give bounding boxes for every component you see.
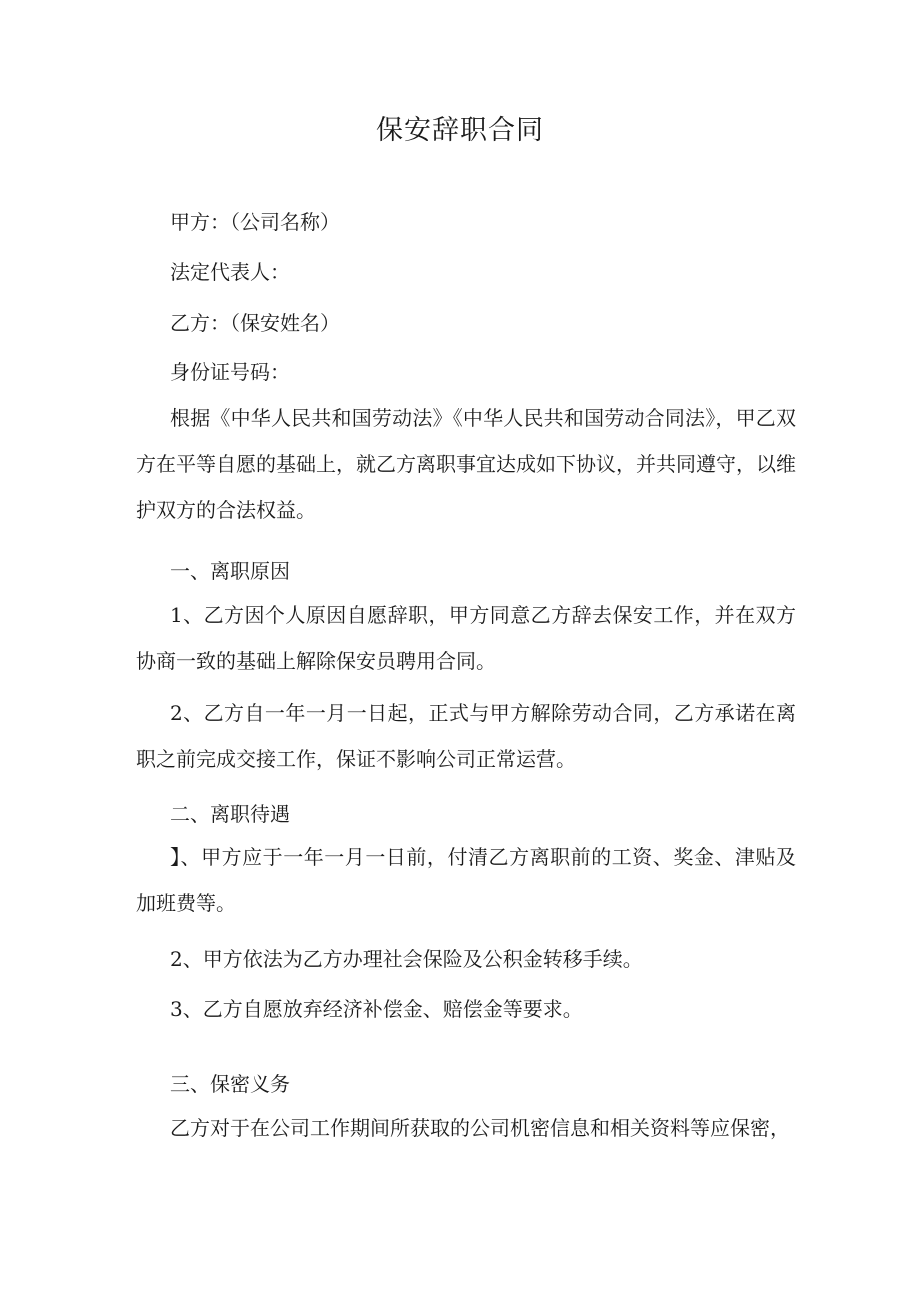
section2-heading: 二、离职待遇 xyxy=(170,802,290,826)
section1-heading: 一、离职原因 xyxy=(170,559,290,583)
section1-item2: 2、乙方自一年一月一日起，正式与甲方解除劳动合同，乙方承诺在离职之前完成交接工作，保证不影响公司正常运营。 xyxy=(136,701,796,771)
intro-paragraph: 根据《中华人民共和国劳动法》《中华人民共和国劳动合同法》，甲乙双方在平等自愿的基础上，就乙方离职事宜达成如下协议，并共同遵守，以维护双方的合法权益。 xyxy=(136,406,796,522)
party-b-line: 乙方：（保安姓名） xyxy=(170,311,340,335)
section1-item1: 1、乙方因个人原因自愿辞职，甲方同意乙方辞去保安工作，并在双方协商一致的基础上解除保安员聘用合同。 xyxy=(136,603,796,673)
document-title: 保安辞职合同 xyxy=(376,115,544,146)
section2-item2: 2、甲方依法为乙方办理社会保险及公积金转移手续。 xyxy=(170,947,643,971)
party-a-line: 甲方：（公司名称） xyxy=(170,210,340,234)
legal-representative-line: 法定代表人： xyxy=(170,260,290,284)
section2-item3: 3、乙方自愿放弃经济补偿金、赔偿金等要求。 xyxy=(170,997,583,1021)
section3-text: 乙方对于在公司工作期间所获取的公司机密信息和相关资料等应保密， xyxy=(170,1116,790,1140)
section2-item1: 】、甲方应于一年一月一日前，付清乙方离职前的工资、奖金、津贴及加班费等。 xyxy=(136,845,796,915)
section3-heading: 三、保密义务 xyxy=(170,1072,290,1096)
id-number-line: 身份证号码： xyxy=(170,360,290,384)
